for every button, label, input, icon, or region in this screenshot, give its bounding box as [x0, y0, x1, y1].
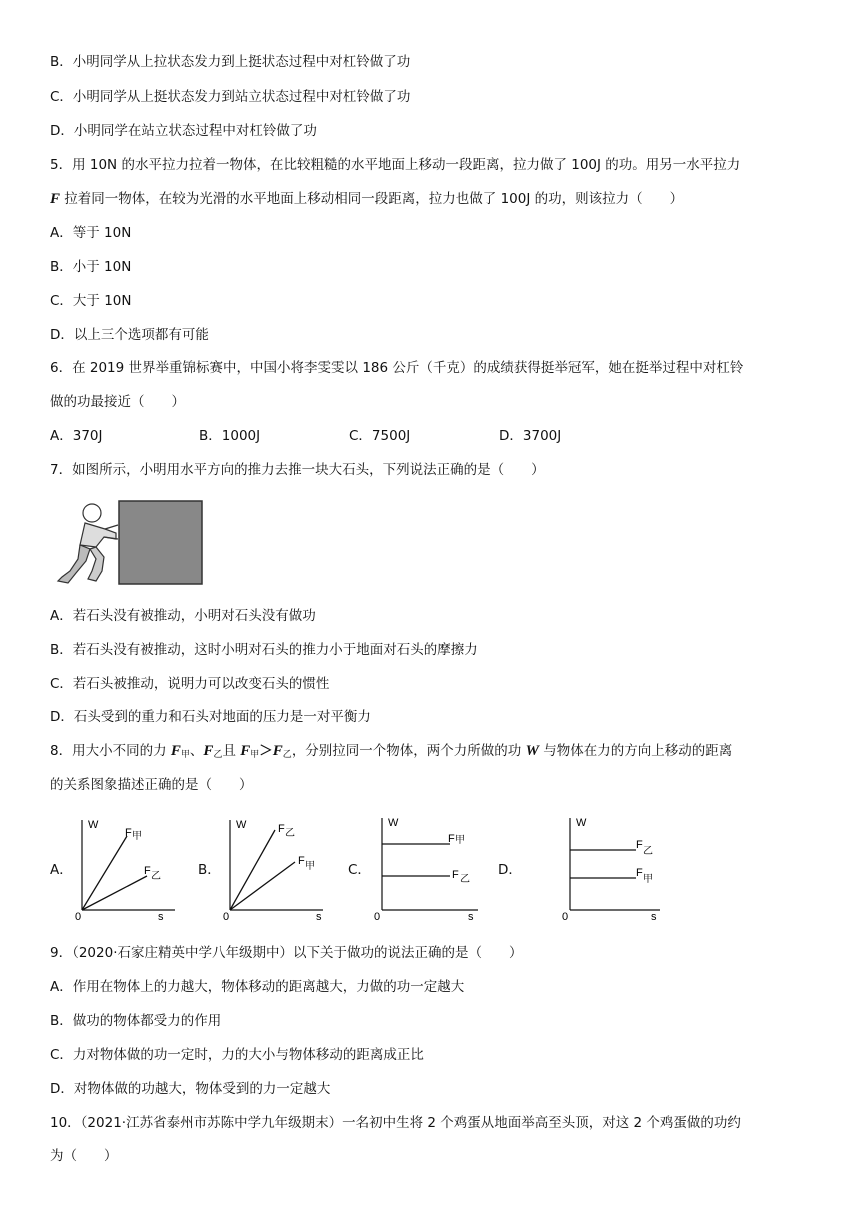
q8-stem-line1	[50, 741, 732, 765]
y-axis-label: W	[576, 817, 587, 829]
line-label-jia: 甲	[455, 835, 465, 846]
q9-option-a: A．作用在物体上的力越大，物体移动的距离越大，力做的功一定越大	[50, 979, 465, 995]
force-symbol: F	[272, 743, 283, 759]
line-label-jia: 甲	[643, 874, 653, 885]
q5-stem-line1: 5．用 10N 的水平拉力拉着一物体，在比较粗糙的水平地面上移动一段距离，拉力做了 100J 的功。用另一水平拉力	[50, 157, 741, 173]
y-axis-label: W	[388, 817, 399, 829]
q6-stem-line1: 6．在 2019 世界举重锦标赛中，中国小将李雯雯以 186 公斤（千克）的成绩获得挺举冠军，她在挺举过程中对杠铃	[50, 360, 744, 376]
q7-option-c: C．若石头被推动，说明力可以改变石头的惯性	[50, 676, 330, 692]
stone-block	[119, 501, 202, 584]
x-axis-label: s	[651, 911, 657, 922]
q10-stem-line2: 为（ ）	[50, 1148, 118, 1164]
q9-option-b: B．做功的物体都受力的作用	[50, 1013, 222, 1029]
graph-d	[556, 812, 666, 922]
origin-label: 0	[374, 911, 381, 922]
graph-b-label: B．	[198, 862, 221, 878]
q8-text: 、	[189, 743, 204, 759]
q8-stem-line2: 的关系图象描述正确的是（ ）	[50, 777, 253, 793]
q8-text: 8．用大小不同的力	[50, 743, 171, 759]
subscript: 甲	[180, 750, 190, 760]
line-label-F: F	[144, 865, 151, 877]
q9-stem: 9．（2020·石家庄精英中学八年级期中）以下关于做功的说法正确的是（ ）	[50, 945, 523, 961]
line-label-yi: 乙	[285, 828, 295, 839]
q5-option-c: C．大于 10N	[50, 293, 132, 309]
force-symbol: F	[170, 743, 181, 759]
force-symbol: F	[203, 743, 214, 759]
force-symbol: F	[50, 191, 61, 207]
q6-option-b: B．1000J	[199, 428, 261, 444]
origin-label: 0	[75, 911, 82, 922]
line-label-F: F	[452, 869, 459, 881]
line-label-F: F	[448, 833, 455, 845]
q4-option-b: B．小明同学从上拉状态发力到上挺状态过程中对杠铃做了功	[50, 54, 411, 70]
line-label-F: F	[278, 823, 285, 835]
q7-stem: 7．如图所示，小明用水平方向的推力去推一块大石头，下列说法正确的是（ ）	[50, 462, 545, 478]
q10-stem-line1: 10．（2021·江苏省泰州市苏陈中学九年级期末）一名初中生将 2 个鸡蛋从地面举高至头顶，对这 2 个鸡蛋做的功约	[50, 1115, 741, 1131]
subscript: 乙	[213, 750, 223, 760]
boy-pushing-stone-figure	[50, 495, 210, 590]
y-axis-label: W	[88, 819, 99, 831]
q5-stem-line2	[50, 189, 683, 209]
subscript: 乙	[282, 750, 292, 760]
line-label-F: F	[636, 867, 643, 879]
x-axis-label: s	[468, 911, 474, 922]
q5-option-b: B．小于 10N	[50, 259, 132, 275]
q7-option-d: D．石头受到的重力和石头对地面的压力是一对平衡力	[50, 709, 371, 725]
line-label-yi: 乙	[460, 874, 470, 885]
greater-than: ＞	[259, 743, 273, 759]
q6-option-c: C．7500J	[349, 428, 411, 444]
q4-option-d: D．小明同学在站立状态过程中对杠铃做了功	[50, 123, 317, 139]
graph-d-label: D．	[498, 862, 522, 878]
q5-option-a: A．等于 10N	[50, 225, 132, 241]
q9-option-c: C．力对物体做的功一定时，力的大小与物体移动的距离成正比	[50, 1047, 424, 1063]
q8-text: 且	[222, 743, 241, 759]
graph-c-label: C．	[348, 862, 371, 878]
q6-option-d: D．3700J	[499, 428, 562, 444]
q7-option-a: A．若石头没有被推动，小明对石头没有做功	[50, 608, 316, 624]
line-label-yi: 乙	[643, 846, 653, 857]
graph-a	[70, 812, 180, 922]
origin-label: 0	[562, 911, 569, 922]
subscript: 甲	[250, 750, 260, 760]
graph-b	[218, 812, 328, 922]
q5-stem-text: 拉着同一物体，在较为光滑的水平地面上移动相同一段距离，拉力也做了 100J 的功，则该拉力（ ）	[60, 191, 684, 207]
line-label-F: F	[636, 839, 643, 851]
line-label-F: F	[298, 855, 305, 867]
q6-stem-line2: 做的功最接近（ ）	[50, 394, 185, 410]
graph-c	[368, 812, 488, 922]
line-label-yi: 乙	[151, 871, 161, 882]
boy-icon	[58, 504, 118, 583]
x-axis-label: s	[158, 911, 164, 922]
q5-option-d: D．以上三个选项都有可能	[50, 327, 209, 343]
work-symbol: W	[525, 743, 539, 759]
x-axis-label: s	[316, 911, 322, 922]
q4-option-c: C．小明同学从上挺状态发力到站立状态过程中对杠铃做了功	[50, 89, 411, 105]
line-label-jia: 甲	[132, 831, 142, 842]
force-symbol: F	[240, 743, 251, 759]
q7-option-b: B．若石头没有被推动，这时小明对石头的推力小于地面对石头的摩擦力	[50, 642, 478, 658]
line-label-jia: 甲	[305, 861, 315, 872]
line-label-F: F	[125, 827, 132, 839]
q8-text: ，分别拉同一个物体，两个力所做的功	[291, 743, 526, 759]
graph-a-label: A．	[50, 862, 73, 878]
q6-option-a: A．370J	[50, 428, 103, 444]
q8-text: 与物体在力的方向上移动的距离	[538, 743, 733, 759]
origin-label: 0	[223, 911, 230, 922]
q9-option-d: D．对物体做的功越大，物体受到的力一定越大	[50, 1081, 331, 1097]
y-axis-label: W	[236, 819, 247, 831]
